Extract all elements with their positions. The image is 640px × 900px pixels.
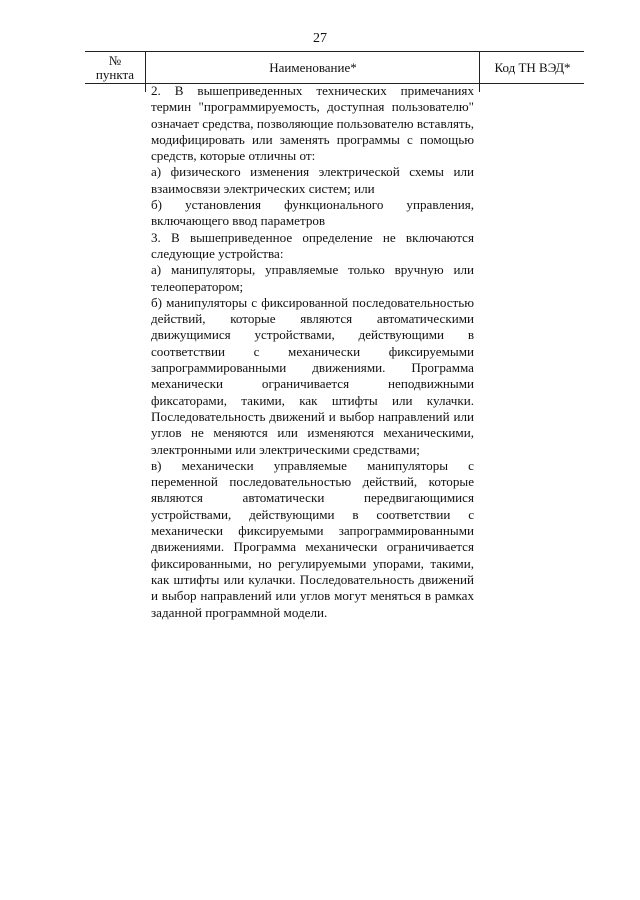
paragraph-note-3: 3. В вышеприведенное определение не включаются следующие устройства: [151,229,474,261]
paragraph-note-3b: б) манипуляторы с фиксированной последовательностью действий, которые являются автоматическими движущимися устройствами, действующими в соответствии с механически фиксируемыми запрограммированными движениями. Программа механически ограничивается неподвижными фиксаторами, такими, как штифты или кулачки. Последовательность движений и выбор направлений или углов не меняются или изменяются механическими, электронными или электрическими средствами; [151,294,474,457]
column-divider-left [145,82,146,92]
paragraph-note-2a: а) физического изменения электрической схемы или взаимосвязи электрических систем; или [151,164,474,196]
paragraph-note-2: 2. В вышеприведенных технических примечаниях термин "программируемость, доступная пользователю" означает средства, позволяющие пользователю вставлять, модифицировать или заменять программы с помощью средств, которые отличны от: [151,83,474,164]
table-cell-name [151,83,474,621]
column-header-name: Наименование* [145,52,480,83]
column-divider-right [479,82,480,92]
paragraph-note-2b: б) установления функционального управления, включающего ввод параметров [151,197,474,229]
column-header-code: Код ТН ВЭД* [479,52,585,83]
paragraph-note-3c: в) механически управляемые манипуляторы с переменной последовательностью действий, которые являются автоматически передвигающимися устройствами, действующими в соответствии с механически фиксируемыми запрограммированными движениями. Программа механически ограничивается фиксированными, но регулируемыми упорами, такими, как штифты или кулачки. Последовательность движений и выбор направлений или углов могут меняться в рамках заданной программной модели. [151,457,474,620]
column-header-number [85,52,145,85]
column-header-number-line1: № [108,53,122,68]
page-number: 27 [313,31,327,46]
column-header-number-line2: пункта [95,67,135,82]
paragraph-note-3a: а) манипуляторы, управляемые только вручную или телеоператором; [151,262,474,294]
table-header [85,51,584,84]
